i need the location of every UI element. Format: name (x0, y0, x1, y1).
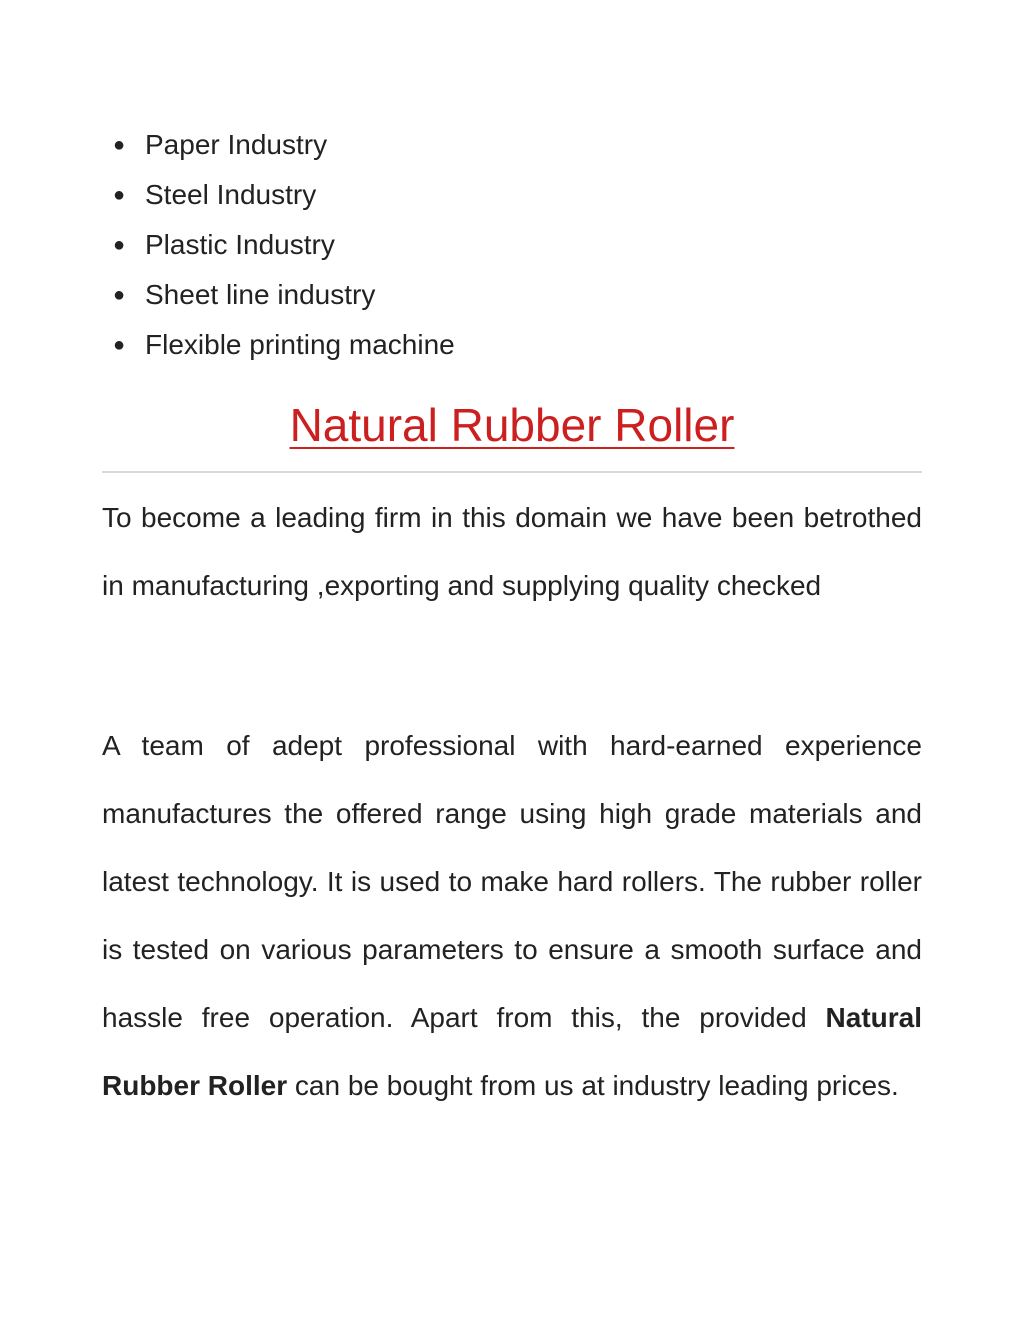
bullet-icon: ● (113, 134, 126, 156)
list-item (113, 320, 455, 370)
product-name-bold: Natural Rubber Roller (102, 1002, 922, 1101)
page-title-link[interactable]: Natural Rubber Roller (289, 399, 735, 451)
industry-list (113, 120, 455, 370)
list-item (113, 120, 455, 170)
list-item (113, 170, 455, 220)
heading-container (102, 392, 922, 458)
paragraph-text-end: can be bought from us at industry leading prices. (287, 1070, 899, 1101)
list-item-label: Plastic Industry (145, 229, 335, 260)
list-item (113, 220, 455, 270)
intro-paragraph: To become a leading firm in this domain we have been betrothed in manufacturing ,exporting and supplying quality checked (102, 502, 922, 601)
bullet-icon: ● (113, 184, 126, 206)
divider (102, 471, 922, 473)
list-item-label: Paper Industry (145, 129, 328, 160)
bullet-icon: ● (113, 334, 126, 356)
description-paragraph (102, 712, 922, 1120)
list-item-label: Flexible printing machine (145, 329, 455, 360)
list-item (113, 270, 455, 320)
list-item-label: Sheet line industry (145, 279, 376, 310)
bullet-icon: ● (113, 284, 126, 306)
list-item-label: Steel Industry (145, 179, 317, 210)
paragraph-text: A team of adept professional with hard-earned experience manufactures the offered range using high grade materials and latest technology. It is used to make hard rollers. The rubber roller is tested on various parameters to ensure a smooth surface and hassle free operation. Apart from this, the provided (102, 730, 922, 1033)
bullet-icon: ● (113, 234, 126, 256)
